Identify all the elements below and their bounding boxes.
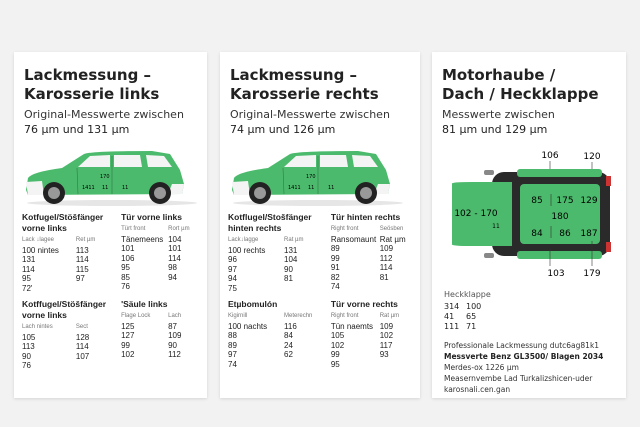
value: 94: [228, 274, 237, 283]
value: 104: [168, 234, 182, 244]
car-label: 11: [102, 185, 109, 191]
heck-row: 111 71: [444, 322, 477, 331]
footer-line: Measernvembe Lad Turkalizshicen-uder: [444, 374, 593, 383]
block-title: Tür hinten rechts: [330, 212, 401, 222]
value-column: [331, 225, 377, 292]
value: 97: [228, 264, 237, 274]
value-column: [228, 236, 281, 293]
car-side-view-right: [228, 148, 406, 212]
value: 131: [284, 245, 298, 255]
heckklappe-values: [444, 290, 491, 332]
card-title: Motorhaube / Dach / Heckklappe: [442, 66, 599, 103]
value: 106: [121, 253, 135, 263]
card-karosserie-rechts: [220, 52, 420, 398]
value: 88: [228, 331, 237, 340]
car-top-view: [432, 144, 626, 282]
block-row: [228, 299, 415, 369]
value: 81: [284, 274, 293, 283]
value: 127: [121, 331, 135, 340]
value: 90: [284, 264, 293, 274]
value-column: [121, 312, 165, 360]
value: 100 rechts: [228, 245, 266, 255]
label-hood-small: 11: [492, 223, 500, 230]
measurement-block: [331, 212, 415, 293]
measurement-block: [121, 212, 202, 293]
column-header: Right front: [330, 313, 359, 319]
value-column: [228, 312, 281, 369]
measurement-rows: [22, 212, 202, 371]
card-subtitle: Original-Messwerte zwischen: [230, 108, 390, 121]
card-karosserie-links: [14, 52, 207, 398]
value: Tänemeens: [121, 234, 164, 244]
card-subtitle: Original-Messwerte zwischen: [24, 108, 184, 121]
value: 125: [121, 321, 135, 331]
block-row: [22, 212, 202, 293]
value: 112: [379, 253, 393, 263]
value: 84: [284, 331, 293, 340]
car-label: 11: [308, 185, 315, 191]
label-hood: 102 - 170: [454, 209, 498, 219]
card-subtitle: Messwerte zwischen: [442, 108, 555, 121]
value: 105: [330, 331, 345, 340]
column-header: Lach nintes: [22, 324, 53, 330]
value: 101: [121, 244, 135, 253]
value: 90: [22, 351, 31, 361]
block-title: 'Säule links: [121, 299, 168, 309]
value: Rat µm: [379, 234, 406, 244]
label-roof: 85: [531, 196, 543, 206]
value-column: [22, 236, 73, 293]
value: 114: [75, 342, 89, 351]
card-title: Lackmessung – Karosserie links: [24, 66, 160, 103]
label-roof: 180: [551, 212, 569, 222]
label-bottom-b: 179: [583, 269, 601, 279]
value: 98: [168, 263, 178, 272]
column-header: Rat µm: [284, 237, 304, 243]
block-row: [22, 299, 202, 371]
measurement-rows: [228, 212, 415, 369]
value-column: [380, 225, 415, 292]
value: 113: [75, 245, 89, 255]
column-header: Kigirnill: [228, 313, 248, 319]
value: 114: [379, 263, 393, 272]
value: Ransomaunt: [330, 234, 377, 244]
label-top-a: 106: [541, 151, 559, 161]
footer-line: Messverte Benz GL3500/ Blagen 2034: [444, 352, 604, 361]
block-title: Tür vorne links: [121, 212, 182, 222]
block-row: [228, 212, 415, 293]
value: 107: [75, 351, 90, 361]
value: 115: [75, 264, 89, 274]
label-top-b: 120: [583, 152, 601, 162]
value: 114: [168, 253, 181, 263]
value: 99: [330, 253, 340, 263]
block-title: Etµbomulón: [228, 299, 278, 309]
value-column: [121, 225, 165, 292]
car-label: 11: [328, 185, 335, 191]
column-header: Lack ↓lagee: [22, 237, 55, 243]
column-header: Ret µm: [75, 237, 96, 243]
value: 24: [284, 340, 293, 350]
block-title: Kotffugel/Stöšfänger vorne links: [22, 299, 107, 320]
column-header: Rat µm: [379, 313, 400, 319]
value: 102: [330, 340, 345, 350]
value: 89: [228, 340, 237, 350]
value-column: [284, 312, 325, 369]
value-column: [380, 312, 415, 369]
value: 104: [284, 255, 298, 264]
column-header: Lach: [168, 313, 182, 319]
value: Tün naemts: [330, 321, 374, 331]
car-label: 170: [100, 174, 110, 180]
measurement-block: [121, 299, 202, 371]
label-roof: 129: [580, 196, 598, 206]
value: 112: [168, 350, 181, 359]
card-range: 74 µm und 126 µm: [230, 123, 336, 136]
heck-row: 314 100: [444, 302, 482, 311]
card-range: 76 µm und 131 µm: [24, 123, 130, 136]
value: 109: [168, 331, 182, 340]
car-label: 1411: [288, 185, 301, 191]
value: 94: [168, 272, 178, 282]
card-title: Lackmessung – Karosserie rechts: [230, 66, 379, 103]
measurement-block: [228, 299, 325, 369]
value: 95: [330, 359, 340, 369]
value: 117: [379, 340, 393, 350]
measurement-block: [331, 299, 415, 369]
card-motorhaube-dach-heckklappe: [432, 52, 626, 398]
value: 76: [121, 282, 130, 291]
column-header: Türt front: [121, 226, 146, 232]
value: 99: [330, 350, 340, 359]
footer-line: Professionale Lackmessung dutc6ag81k1: [444, 341, 600, 350]
value: 102: [121, 350, 135, 359]
label-roof: 84: [531, 229, 543, 239]
value: 114: [75, 255, 89, 264]
value: 85: [121, 272, 130, 282]
card-range: 81 µm und 129 µm: [442, 123, 548, 136]
column-header: Rort µm: [168, 226, 190, 232]
value: 100 nachts: [228, 321, 268, 331]
value-column: [76, 323, 115, 371]
value: 62: [284, 350, 293, 359]
value: 114: [22, 264, 35, 274]
value: 95: [22, 274, 31, 283]
label-roof: 187: [580, 229, 598, 239]
value: 82: [330, 272, 340, 282]
heckklappe-title: Heckklappe: [444, 290, 491, 299]
footer-line: Merdes-ox 1226 µm: [444, 363, 519, 372]
value: 76: [22, 361, 31, 370]
column-header: Flage Lock: [121, 313, 151, 319]
heck-row: 41 65: [444, 312, 477, 321]
value-column: [76, 236, 115, 293]
value: 109: [379, 321, 394, 331]
measurement-block: [22, 212, 115, 293]
value: 116: [284, 321, 297, 331]
value: 97: [75, 274, 85, 283]
value-column: [168, 225, 202, 292]
value: 99: [121, 340, 130, 350]
value: 102: [379, 331, 394, 340]
value: 101: [168, 244, 182, 253]
value-column: [22, 323, 73, 371]
car-label: 1411: [82, 185, 95, 191]
block-title: Kotfugel/Stöšfänger vorne links: [22, 212, 104, 233]
block-title: Tür vorne rechts: [330, 299, 398, 309]
value: 74: [330, 282, 340, 291]
car-label: 11: [122, 185, 129, 191]
label-roof: 86: [559, 229, 571, 239]
value: 91: [330, 263, 340, 272]
value: 93: [379, 350, 389, 359]
label-bottom-a: 103: [547, 269, 565, 279]
value-column: [284, 236, 325, 293]
value: 74: [228, 359, 237, 369]
measurement-block: [228, 212, 325, 293]
column-header: Seösben: [379, 226, 404, 232]
value: 113: [22, 342, 35, 351]
column-header: Meterechn: [284, 313, 313, 319]
value: 105: [22, 332, 36, 342]
value-column: [331, 312, 377, 369]
value: 131: [22, 255, 36, 264]
column-header: Right front: [330, 226, 359, 232]
footer-notes: [444, 340, 622, 395]
column-header: Lack↓lagge: [228, 237, 259, 243]
value: 95: [121, 263, 130, 272]
footer-line: karosnali.cen.gan: [444, 385, 511, 394]
value: 90: [168, 340, 178, 350]
value: 81: [379, 272, 389, 282]
value: 72': [22, 283, 33, 293]
car-side-view-left: [22, 148, 200, 212]
measurement-block: [22, 299, 115, 371]
value: 87: [168, 321, 178, 331]
value: 96: [228, 255, 237, 264]
value: 97: [228, 350, 237, 359]
label-roof: 175: [556, 196, 574, 206]
value: 128: [75, 332, 90, 342]
value: 100 nintes: [22, 245, 59, 255]
value-column: [168, 312, 202, 360]
value: 109: [379, 244, 394, 253]
block-title: Kotflugel/Stošfänger hinten rechts: [228, 212, 312, 233]
column-header: Sect: [75, 324, 88, 330]
value: 75: [228, 283, 237, 293]
value: 89: [330, 244, 340, 253]
car-label: 170: [306, 174, 316, 180]
